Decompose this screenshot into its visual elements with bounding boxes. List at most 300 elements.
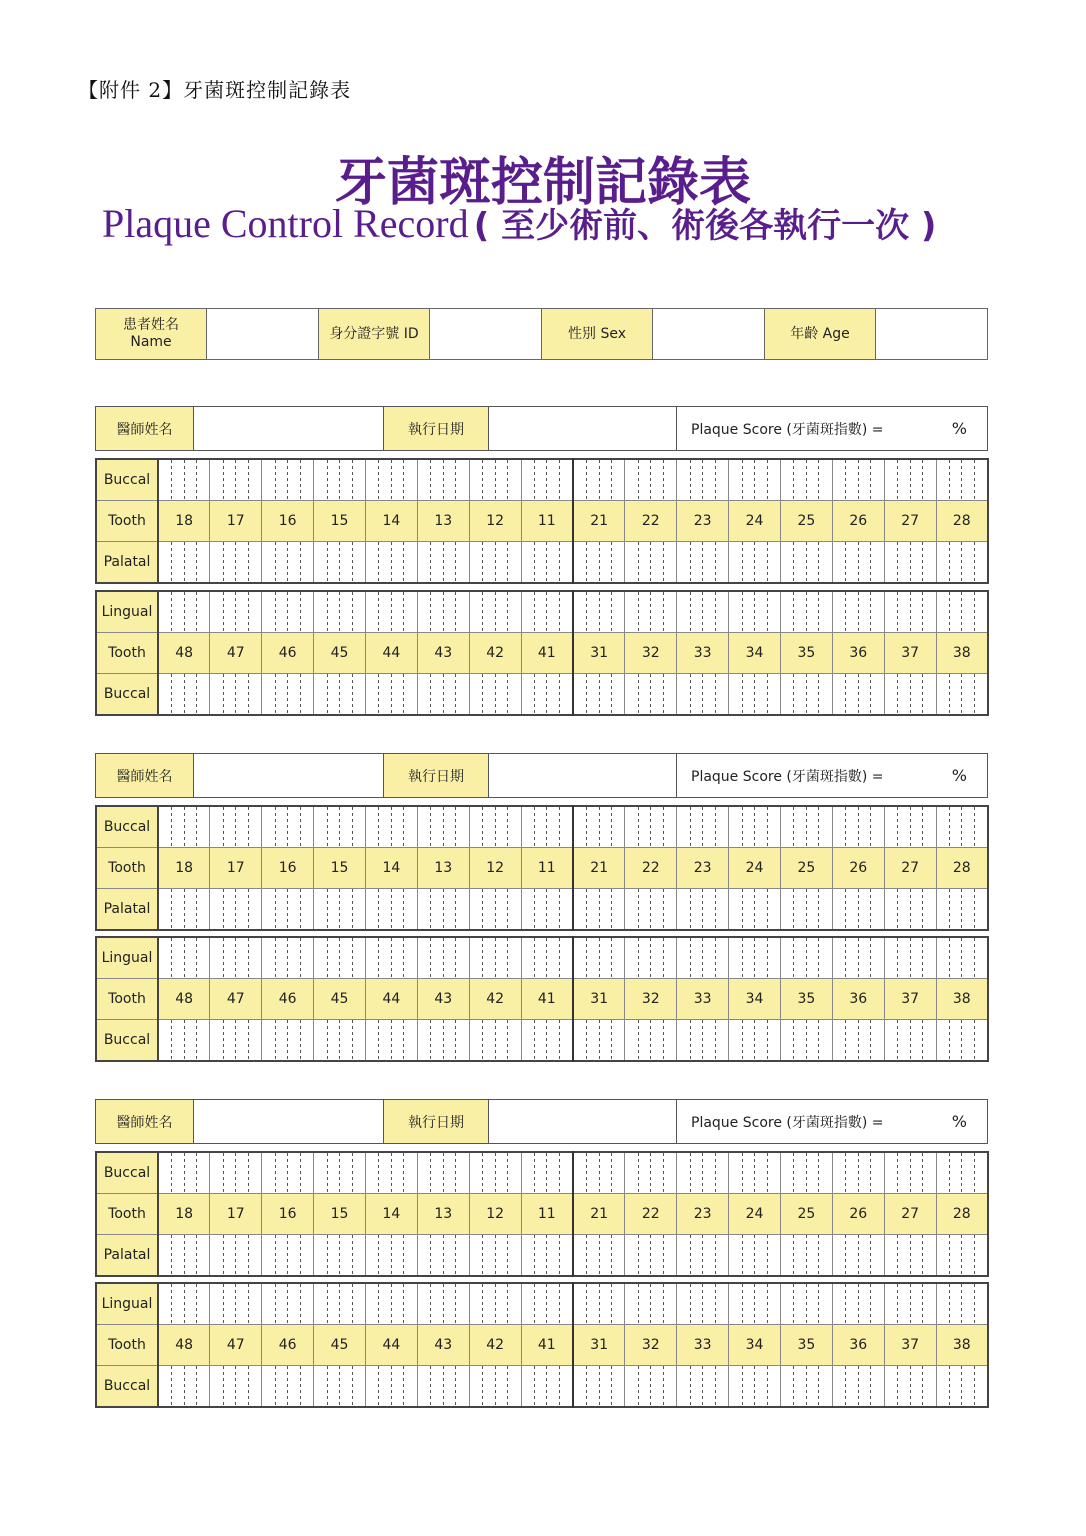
date-field[interactable]	[489, 754, 677, 798]
surface-cell[interactable]	[521, 1152, 573, 1194]
surface-cell[interactable]	[469, 1152, 521, 1194]
surface-cell[interactable]	[625, 1020, 677, 1062]
upper-arch-grid-1	[95, 458, 989, 584]
surface-cell[interactable]	[417, 1283, 469, 1325]
surface-cell[interactable]	[677, 674, 729, 716]
surface-cell[interactable]	[158, 889, 210, 931]
tooth-number: 35	[781, 633, 833, 674]
tooth-number: 21	[573, 1194, 625, 1235]
surface-cell[interactable]	[832, 542, 884, 584]
surface-cell[interactable]	[469, 674, 521, 716]
sex-label: 性別 Sex	[542, 309, 653, 360]
lower-bottom-row	[96, 674, 988, 716]
surface-cell[interactable]	[832, 1366, 884, 1408]
surface-cell[interactable]	[573, 591, 625, 633]
surface-cell[interactable]	[884, 591, 936, 633]
surface-cell[interactable]	[729, 806, 781, 848]
row-label: Tooth	[96, 848, 158, 889]
surface-cell[interactable]	[521, 459, 573, 501]
plaque-score-field[interactable]	[677, 754, 988, 798]
surface-cell[interactable]	[262, 1020, 314, 1062]
tooth-number: 15	[314, 1194, 366, 1235]
tooth-number: 14	[366, 848, 418, 889]
plaque-score-label: Plaque Score (牙菌斑指數) =	[691, 768, 884, 785]
surface-cell[interactable]	[832, 806, 884, 848]
surface-cell[interactable]	[832, 459, 884, 501]
surface-cell[interactable]	[158, 1020, 210, 1062]
tooth-number: 44	[366, 633, 418, 674]
surface-cell[interactable]	[884, 542, 936, 584]
surface-cell[interactable]	[781, 1152, 833, 1194]
surface-cell[interactable]	[677, 1020, 729, 1062]
surface-cell[interactable]	[573, 1366, 625, 1408]
id-field[interactable]	[430, 309, 542, 360]
surface-cell[interactable]	[884, 1235, 936, 1277]
surface-cell[interactable]	[521, 1020, 573, 1062]
surface-cell[interactable]	[210, 937, 262, 979]
surface-cell[interactable]	[677, 889, 729, 931]
tooth-number: 17	[210, 501, 262, 542]
surface-cell[interactable]	[314, 1235, 366, 1277]
surface-cell[interactable]	[625, 1235, 677, 1277]
surface-cell[interactable]	[262, 1152, 314, 1194]
tooth-number: 21	[573, 501, 625, 542]
surface-cell[interactable]	[573, 1283, 625, 1325]
surface-cell[interactable]	[781, 1020, 833, 1062]
surface-cell[interactable]	[521, 1235, 573, 1277]
upper-tooth-row	[96, 501, 988, 542]
surface-cell[interactable]	[158, 1366, 210, 1408]
tooth-number: 46	[262, 1325, 314, 1366]
surface-cell[interactable]	[625, 591, 677, 633]
surface-cell[interactable]	[469, 937, 521, 979]
surface-cell[interactable]	[210, 459, 262, 501]
lower-tooth-row	[96, 633, 988, 674]
row-label: Buccal	[96, 1152, 158, 1194]
surface-cell[interactable]	[210, 806, 262, 848]
tooth-number: 14	[366, 501, 418, 542]
upper-arch-grid-2	[95, 805, 989, 931]
tooth-number: 37	[884, 1325, 936, 1366]
tooth-number: 31	[573, 979, 625, 1020]
surface-cell[interactable]	[521, 591, 573, 633]
surface-cell[interactable]	[677, 542, 729, 584]
tooth-number: 46	[262, 979, 314, 1020]
surface-cell[interactable]	[573, 937, 625, 979]
tooth-number: 13	[417, 848, 469, 889]
surface-cell[interactable]	[677, 1283, 729, 1325]
row-label: Lingual	[96, 1283, 158, 1325]
surface-cell[interactable]	[936, 806, 988, 848]
surface-cell[interactable]	[417, 1020, 469, 1062]
surface-cell[interactable]	[158, 806, 210, 848]
surface-cell[interactable]	[262, 674, 314, 716]
doctor-field[interactable]	[194, 1100, 384, 1144]
tooth-number: 12	[469, 501, 521, 542]
surface-cell[interactable]	[262, 459, 314, 501]
tooth-number: 28	[936, 1194, 988, 1235]
tooth-number: 33	[677, 1325, 729, 1366]
surface-cell[interactable]	[677, 591, 729, 633]
surface-cell[interactable]	[469, 542, 521, 584]
row-label: Palatal	[96, 542, 158, 584]
upper-top-row	[96, 459, 988, 501]
surface-cell[interactable]	[314, 459, 366, 501]
surface-cell[interactable]	[884, 806, 936, 848]
surface-cell[interactable]	[521, 674, 573, 716]
surface-cell[interactable]	[573, 1235, 625, 1277]
tooth-number: 43	[417, 633, 469, 674]
surface-cell[interactable]	[781, 591, 833, 633]
subtitle-note: ( 至少術前、術後各執行一次 )	[473, 206, 937, 246]
plaque-score-label: Plaque Score (牙菌斑指數) =	[691, 421, 884, 438]
surface-cell[interactable]	[417, 937, 469, 979]
surface-cell[interactable]	[884, 1152, 936, 1194]
surface-cell[interactable]	[884, 889, 936, 931]
tooth-number: 11	[521, 1194, 573, 1235]
surface-cell[interactable]	[625, 806, 677, 848]
surface-cell[interactable]	[729, 1235, 781, 1277]
surface-cell[interactable]	[936, 937, 988, 979]
surface-cell[interactable]	[781, 889, 833, 931]
surface-cell[interactable]	[417, 1152, 469, 1194]
tooth-number: 35	[781, 1325, 833, 1366]
plaque-score-field[interactable]	[677, 1100, 988, 1144]
tooth-number: 23	[677, 1194, 729, 1235]
tooth-number: 14	[366, 1194, 418, 1235]
percent-sign: %	[951, 418, 967, 438]
surface-cell[interactable]	[936, 1152, 988, 1194]
surface-cell[interactable]	[158, 1283, 210, 1325]
surface-cell[interactable]	[781, 1283, 833, 1325]
surface-cell[interactable]	[521, 937, 573, 979]
surface-cell[interactable]	[832, 1020, 884, 1062]
row-label: Palatal	[96, 1235, 158, 1277]
tooth-number: 44	[366, 979, 418, 1020]
surface-cell[interactable]	[936, 1283, 988, 1325]
surface-cell[interactable]	[417, 806, 469, 848]
row-label: Buccal	[96, 459, 158, 501]
surface-cell[interactable]	[314, 1283, 366, 1325]
surface-cell[interactable]	[417, 542, 469, 584]
surface-cell[interactable]	[625, 889, 677, 931]
surface-cell[interactable]	[729, 937, 781, 979]
surface-cell[interactable]	[210, 1366, 262, 1408]
surface-cell[interactable]	[210, 674, 262, 716]
surface-cell[interactable]	[366, 674, 418, 716]
tooth-number: 22	[625, 848, 677, 889]
surface-cell[interactable]	[469, 889, 521, 931]
surface-cell[interactable]	[417, 591, 469, 633]
surface-cell[interactable]	[210, 591, 262, 633]
tooth-number: 37	[884, 633, 936, 674]
tooth-number: 28	[936, 848, 988, 889]
surface-cell[interactable]	[210, 1152, 262, 1194]
surface-cell[interactable]	[832, 674, 884, 716]
surface-cell[interactable]	[262, 1366, 314, 1408]
age-field[interactable]	[876, 309, 988, 360]
surface-cell[interactable]	[262, 937, 314, 979]
upper-arch-grid-3	[95, 1151, 989, 1277]
surface-cell[interactable]	[366, 1283, 418, 1325]
tooth-number: 15	[314, 501, 366, 542]
surface-cell[interactable]	[884, 1283, 936, 1325]
surface-cell[interactable]	[625, 1366, 677, 1408]
surface-cell[interactable]	[521, 1283, 573, 1325]
surface-cell[interactable]	[884, 1020, 936, 1062]
tooth-number: 34	[729, 633, 781, 674]
name-label-en: Name	[130, 334, 172, 350]
surface-cell[interactable]	[366, 542, 418, 584]
tooth-number: 17	[210, 848, 262, 889]
lower-top-row	[96, 1283, 988, 1325]
surface-cell[interactable]	[366, 459, 418, 501]
surface-cell[interactable]	[729, 459, 781, 501]
surface-cell[interactable]	[417, 1366, 469, 1408]
surface-cell[interactable]	[262, 542, 314, 584]
surface-cell[interactable]	[936, 459, 988, 501]
surface-cell[interactable]	[521, 889, 573, 931]
tooth-number: 47	[210, 979, 262, 1020]
surface-cell[interactable]	[625, 1152, 677, 1194]
surface-cell[interactable]	[366, 1366, 418, 1408]
surface-cell[interactable]	[158, 674, 210, 716]
surface-cell[interactable]	[573, 1020, 625, 1062]
lower-tooth-row	[96, 1325, 988, 1366]
surface-cell[interactable]	[781, 806, 833, 848]
row-label: Lingual	[96, 591, 158, 633]
surface-cell[interactable]	[832, 937, 884, 979]
surface-cell[interactable]	[884, 937, 936, 979]
surface-cell[interactable]	[314, 674, 366, 716]
surface-cell[interactable]	[832, 1283, 884, 1325]
surface-cell[interactable]	[366, 889, 418, 931]
surface-cell[interactable]	[677, 937, 729, 979]
surface-cell[interactable]	[936, 674, 988, 716]
tooth-number: 47	[210, 1325, 262, 1366]
upper-top-row	[96, 806, 988, 848]
surface-cell[interactable]	[314, 937, 366, 979]
surface-cell[interactable]	[158, 1235, 210, 1277]
surface-cell[interactable]	[573, 1152, 625, 1194]
surface-cell[interactable]	[936, 1020, 988, 1062]
surface-cell[interactable]	[625, 459, 677, 501]
surface-cell[interactable]	[573, 674, 625, 716]
date-field[interactable]	[489, 1100, 677, 1144]
surface-cell[interactable]	[469, 1020, 521, 1062]
surface-cell[interactable]	[366, 591, 418, 633]
surface-cell[interactable]	[262, 591, 314, 633]
tooth-number: 42	[469, 1325, 521, 1366]
surface-cell[interactable]	[729, 1283, 781, 1325]
surface-cell[interactable]	[625, 937, 677, 979]
surface-cell[interactable]	[573, 806, 625, 848]
surface-cell[interactable]	[832, 1235, 884, 1277]
surface-cell[interactable]	[314, 542, 366, 584]
tooth-number: 44	[366, 1325, 418, 1366]
surface-cell[interactable]	[366, 1020, 418, 1062]
surface-cell[interactable]	[469, 591, 521, 633]
row-label: Tooth	[96, 979, 158, 1020]
tooth-number: 46	[262, 633, 314, 674]
date-field[interactable]	[489, 407, 677, 451]
name-field[interactable]	[207, 309, 319, 360]
surface-cell[interactable]	[314, 806, 366, 848]
surface-cell[interactable]	[469, 806, 521, 848]
tooth-number: 43	[417, 1325, 469, 1366]
surface-cell[interactable]	[625, 1283, 677, 1325]
surface-cell[interactable]	[469, 1235, 521, 1277]
tooth-number: 28	[936, 501, 988, 542]
doctor-field[interactable]	[194, 754, 384, 798]
doctor-label: 醫師姓名	[96, 754, 194, 798]
upper-tooth-row	[96, 848, 988, 889]
surface-cell[interactable]	[625, 542, 677, 584]
record-header-2	[95, 753, 988, 798]
tooth-number: 31	[573, 1325, 625, 1366]
surface-cell[interactable]	[781, 1366, 833, 1408]
tooth-number: 17	[210, 1194, 262, 1235]
surface-cell[interactable]	[729, 889, 781, 931]
surface-cell[interactable]	[729, 591, 781, 633]
tooth-number: 48	[158, 979, 210, 1020]
surface-cell[interactable]	[314, 889, 366, 931]
tooth-number: 34	[729, 979, 781, 1020]
surface-cell[interactable]	[210, 1020, 262, 1062]
surface-cell[interactable]	[832, 1152, 884, 1194]
surface-cell[interactable]	[677, 1235, 729, 1277]
surface-cell[interactable]	[158, 542, 210, 584]
surface-cell[interactable]	[417, 1235, 469, 1277]
tooth-number: 45	[314, 1325, 366, 1366]
lower-arch-grid-1	[95, 590, 989, 716]
surface-cell[interactable]	[832, 591, 884, 633]
surface-cell[interactable]	[677, 806, 729, 848]
surface-cell[interactable]	[781, 542, 833, 584]
tooth-number: 18	[158, 501, 210, 542]
date-label: 執行日期	[384, 1100, 489, 1144]
sex-field[interactable]	[653, 309, 765, 360]
tooth-number: 16	[262, 848, 314, 889]
surface-cell[interactable]	[521, 806, 573, 848]
record-header-3	[95, 1099, 988, 1144]
surface-cell[interactable]	[158, 937, 210, 979]
surface-cell[interactable]	[417, 889, 469, 931]
surface-cell[interactable]	[210, 1235, 262, 1277]
lower-tooth-row	[96, 979, 988, 1020]
surface-cell[interactable]	[936, 591, 988, 633]
surface-cell[interactable]	[677, 459, 729, 501]
plaque-score-label: Plaque Score (牙菌斑指數) =	[691, 1114, 884, 1131]
surface-cell[interactable]	[366, 1152, 418, 1194]
surface-cell[interactable]	[936, 1235, 988, 1277]
tooth-number: 36	[832, 979, 884, 1020]
surface-cell[interactable]	[417, 674, 469, 716]
tooth-number: 45	[314, 979, 366, 1020]
surface-cell[interactable]	[729, 1366, 781, 1408]
surface-cell[interactable]	[210, 1283, 262, 1325]
upper-tooth-row	[96, 1194, 988, 1235]
surface-cell[interactable]	[573, 542, 625, 584]
surface-cell[interactable]	[314, 1020, 366, 1062]
surface-cell[interactable]	[469, 1283, 521, 1325]
surface-cell[interactable]	[210, 889, 262, 931]
surface-cell[interactable]	[262, 806, 314, 848]
surface-cell[interactable]	[158, 591, 210, 633]
surface-cell[interactable]	[936, 542, 988, 584]
surface-cell[interactable]	[262, 1235, 314, 1277]
surface-cell[interactable]	[729, 542, 781, 584]
surface-cell[interactable]	[262, 1283, 314, 1325]
surface-cell[interactable]	[314, 1366, 366, 1408]
tooth-number: 35	[781, 979, 833, 1020]
surface-cell[interactable]	[521, 542, 573, 584]
surface-cell[interactable]	[521, 1366, 573, 1408]
record-header-1	[95, 406, 988, 451]
surface-cell[interactable]	[210, 542, 262, 584]
surface-cell[interactable]	[729, 1020, 781, 1062]
surface-cell[interactable]	[936, 1366, 988, 1408]
doctor-label: 醫師姓名	[96, 407, 194, 451]
surface-cell[interactable]	[262, 889, 314, 931]
age-label: 年齡 Age	[765, 309, 876, 360]
surface-cell[interactable]	[884, 459, 936, 501]
surface-cell[interactable]	[469, 459, 521, 501]
doctor-label: 醫師姓名	[96, 1100, 194, 1144]
tooth-number: 37	[884, 979, 936, 1020]
surface-cell[interactable]	[884, 674, 936, 716]
surface-cell[interactable]	[417, 459, 469, 501]
surface-cell[interactable]	[469, 1366, 521, 1408]
tooth-number: 41	[521, 633, 573, 674]
plaque-score-field[interactable]	[677, 407, 988, 451]
surface-cell[interactable]	[366, 1235, 418, 1277]
surface-cell[interactable]	[625, 674, 677, 716]
surface-cell[interactable]	[314, 1152, 366, 1194]
surface-cell[interactable]	[781, 674, 833, 716]
surface-cell[interactable]	[832, 889, 884, 931]
surface-cell[interactable]	[158, 459, 210, 501]
surface-cell[interactable]	[573, 459, 625, 501]
tooth-number: 42	[469, 633, 521, 674]
surface-cell[interactable]	[314, 591, 366, 633]
doctor-field[interactable]	[194, 407, 384, 451]
surface-cell[interactable]	[781, 1235, 833, 1277]
surface-cell[interactable]	[366, 937, 418, 979]
surface-cell[interactable]	[729, 1152, 781, 1194]
surface-cell[interactable]	[677, 1152, 729, 1194]
tooth-number: 45	[314, 633, 366, 674]
percent-sign: %	[951, 765, 967, 785]
surface-cell[interactable]	[936, 889, 988, 931]
surface-cell[interactable]	[366, 806, 418, 848]
tooth-number: 11	[521, 501, 573, 542]
tooth-number: 13	[417, 501, 469, 542]
surface-cell[interactable]	[677, 1366, 729, 1408]
surface-cell[interactable]	[884, 1366, 936, 1408]
surface-cell[interactable]	[729, 674, 781, 716]
tooth-number: 27	[884, 848, 936, 889]
surface-cell[interactable]	[781, 937, 833, 979]
surface-cell[interactable]	[573, 889, 625, 931]
surface-cell[interactable]	[781, 459, 833, 501]
tooth-number: 18	[158, 1194, 210, 1235]
tooth-number: 27	[884, 501, 936, 542]
upper-bottom-row	[96, 542, 988, 584]
surface-cell[interactable]	[158, 1152, 210, 1194]
row-label: Tooth	[96, 501, 158, 542]
tooth-number: 41	[521, 1325, 573, 1366]
